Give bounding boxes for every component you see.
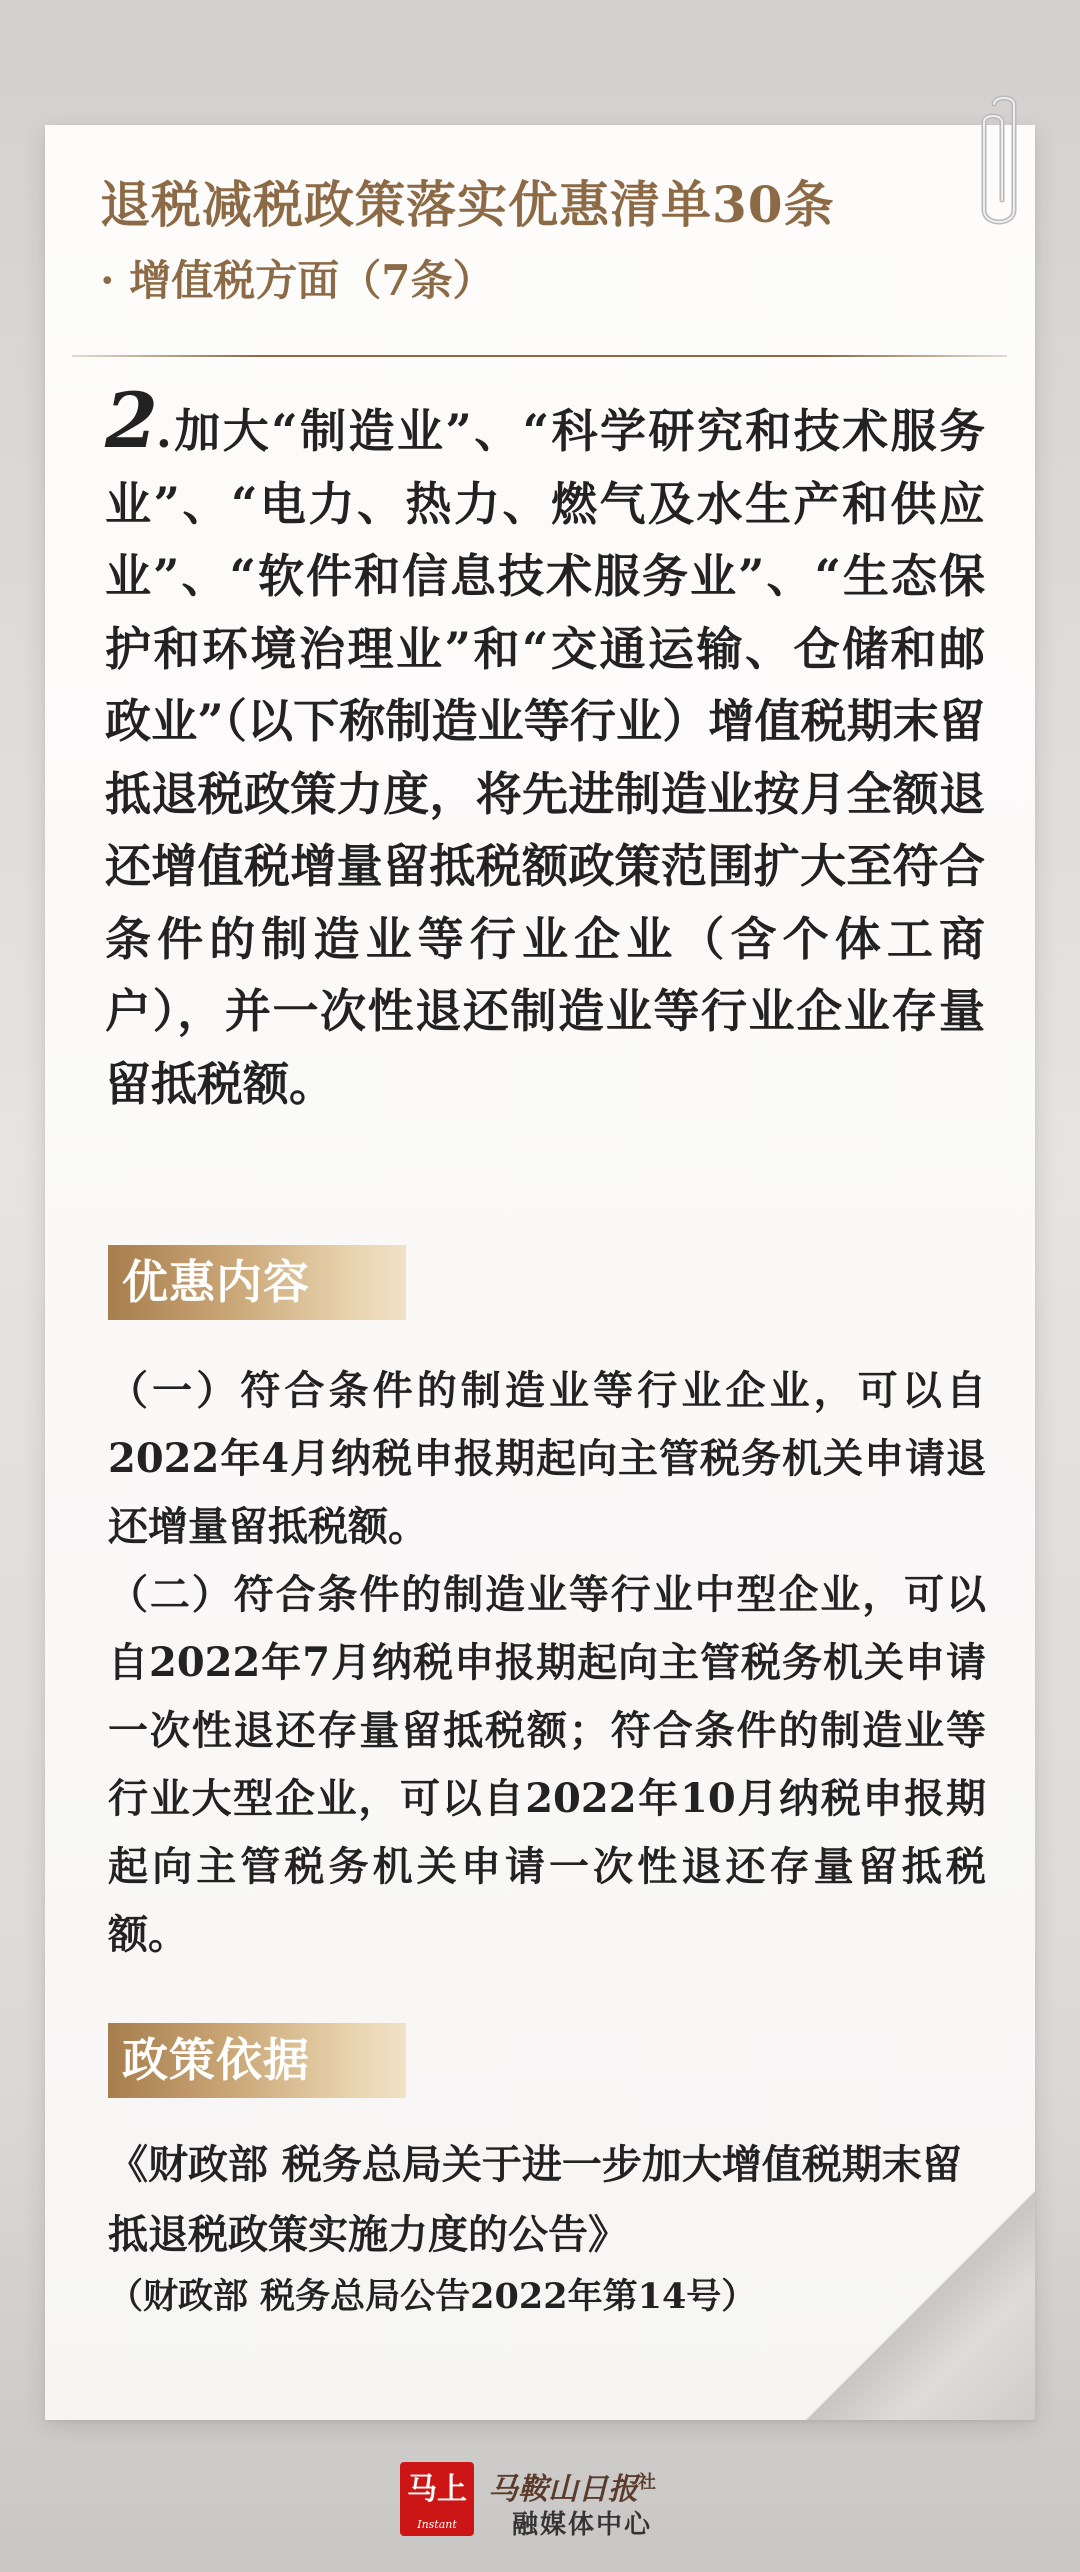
benefit-paragraph: （一）符合条件的制造业等行业企业，可以自2022年4月纳税申报期起向主管税务机关申请退还增量留抵税额。 <box>108 1367 986 1550</box>
item-number: 2 <box>105 376 156 465</box>
benefits-content <box>108 1357 986 1969</box>
media-center-label: 融媒体中心 <box>512 2510 653 2540</box>
brand-name: 马鞍山日报 <box>488 2472 638 2507</box>
title-divider <box>72 355 1007 357</box>
brand-suffix: 社 <box>638 2472 656 2493</box>
basis-note: （财政部 税务总局公告2022年第14号） <box>108 2276 757 2317</box>
logo-text: 马上 <box>407 2472 467 2507</box>
benefits-heading: 优惠内容 <box>108 1245 406 1320</box>
benefit-paragraph: （二）符合条件的制造业等行业中型企业，可以自2022年7月纳税申报期起向主管税务机关申请一次性退还存量留抵税额；符合条件的制造业等行业大型企业，可以自2022年10月纳税申报期起向主管税务机关申请一次性退还存量留抵税额。 <box>108 1571 986 1958</box>
mashang-logo <box>400 2462 474 2536</box>
footer-brand <box>400 2462 700 2540</box>
logo-subtext: Instant <box>417 2518 457 2531</box>
basis-heading: 政策依据 <box>108 2023 406 2098</box>
page-title: 退税减税政策落实优惠清单30条 <box>100 175 835 234</box>
newspaper-brand <box>488 2464 656 2508</box>
page-subtitle: · 增值税方面（7条） <box>100 256 495 305</box>
paperclip-icon <box>972 92 1036 234</box>
item-text: .加大“制造业”、“科学研究和技术服务业”、“电力、热力、燃气及水生产和供应业”、“软件和信息技术服务业”、“生态保护和环境治理业”和“交通运输、仓储和邮政业”（以下称制造业等行业）增值税期末留抵退税政策力度，将先进制造业按月全额退还增值税增量留抵税额政策范围扩大至符合条件的制造业等行业企业（含个体工商户），并一次性退还制造业等行业企业存量留抵税额。 <box>105 404 985 1111</box>
policy-item <box>105 376 985 1120</box>
basis-document: 《财政部 税务总局关于进一步加大增值税期末留抵退税政策实施力度的公告》 <box>108 2141 962 2258</box>
